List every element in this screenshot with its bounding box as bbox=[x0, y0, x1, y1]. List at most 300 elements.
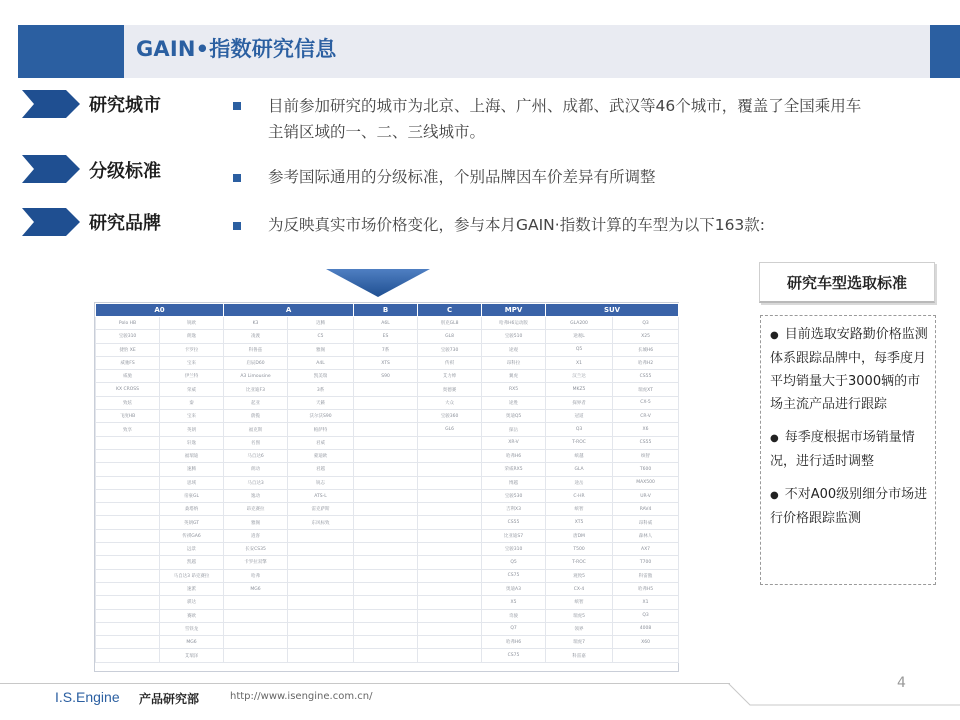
table-cell: 沃尔沃S90 bbox=[288, 410, 354, 423]
table-cell bbox=[224, 596, 288, 609]
table-cell: KX CROSS bbox=[96, 383, 160, 396]
table-cell: X5 bbox=[482, 596, 546, 609]
table-cell: A4L bbox=[288, 356, 354, 369]
table-cell: 桑塔纳 bbox=[160, 503, 224, 516]
table-row bbox=[96, 317, 679, 330]
table-cell bbox=[288, 556, 354, 569]
table-cell: X60 bbox=[613, 636, 679, 649]
table-cell: 长城H6 bbox=[613, 343, 679, 356]
table-cell: Q3 bbox=[613, 609, 679, 622]
table-cell: T-ROC bbox=[546, 436, 613, 449]
table-cell: 缤智 bbox=[613, 449, 679, 462]
table-cell: MG6 bbox=[160, 636, 224, 649]
table-cell: CS55 bbox=[482, 516, 546, 529]
table-cell bbox=[613, 649, 679, 662]
criteria-text: 目前选取安路勤价格监测体系跟踪品牌中，每季度月平均销量大于3000辆的市场主流产品进行跟踪 bbox=[770, 327, 928, 412]
table-cell: MAX500 bbox=[613, 476, 679, 489]
section-text-cities bbox=[268, 93, 938, 145]
table-cell: 君越 bbox=[288, 463, 354, 476]
table-cell bbox=[354, 516, 418, 529]
table-header-cell: A0 bbox=[96, 304, 224, 317]
table-cell: 科雷嘉 bbox=[546, 649, 613, 662]
table-row bbox=[96, 569, 679, 582]
table-cell bbox=[354, 622, 418, 635]
criteria-title: 研究车型选取标准 bbox=[786, 274, 907, 292]
table-cell: 大众 bbox=[418, 396, 482, 409]
table-cell: 冠道 bbox=[546, 410, 613, 423]
criteria-text: 不对A00级别细分市场进行价格跟踪监测 bbox=[770, 487, 928, 526]
table-cell bbox=[288, 636, 354, 649]
table-cell: 致炫 bbox=[96, 396, 160, 409]
table-cell bbox=[418, 489, 482, 502]
table-row bbox=[96, 423, 679, 436]
criteria-list bbox=[770, 323, 930, 540]
table-cell: CX-4 bbox=[546, 582, 613, 595]
table-cell: A6L bbox=[354, 317, 418, 330]
table-cell: 4008 bbox=[613, 622, 679, 635]
table-cell: ES bbox=[354, 330, 418, 343]
table-cell bbox=[418, 516, 482, 529]
table-header-cell: C bbox=[418, 304, 482, 317]
table-cell: 赛欧 bbox=[160, 609, 224, 622]
table-row bbox=[96, 596, 679, 609]
table-cell bbox=[418, 582, 482, 595]
bullet-icon bbox=[233, 102, 241, 110]
table-cell: 捷豹 XE bbox=[96, 343, 160, 356]
table-cell: 传祺 bbox=[418, 356, 482, 369]
table-cell: 探岳 bbox=[482, 423, 546, 436]
table-cell: 致享 bbox=[96, 423, 160, 436]
table-cell: 君威 bbox=[288, 436, 354, 449]
table-cell: 荣威RX5 bbox=[482, 463, 546, 476]
down-arrow-icon bbox=[326, 269, 430, 297]
table-cell: X1 bbox=[613, 596, 679, 609]
table-cell: 奥德赛 bbox=[418, 383, 482, 396]
table-cell: 马自达3 昂克赛拉 bbox=[160, 569, 224, 582]
table-cell: 哈弗H6 bbox=[482, 449, 546, 462]
table-cell: 博越 bbox=[482, 476, 546, 489]
table-cell: T600 bbox=[613, 463, 679, 476]
table-cell: T500 bbox=[546, 543, 613, 556]
table-cell: MKZ5 bbox=[546, 383, 613, 396]
table-cell: CX-5 bbox=[613, 396, 679, 409]
table-row bbox=[96, 529, 679, 542]
table-cell: 思域 bbox=[160, 476, 224, 489]
table-cell: 骐达 bbox=[160, 596, 224, 609]
section-text-grading: 参考国际通用的分级标准，个别品牌因车价差异有所调整 bbox=[268, 168, 656, 186]
criteria-box bbox=[760, 315, 936, 585]
table-cell: 启辰D60 bbox=[224, 356, 288, 369]
section-text-line: 目前参加研究的城市为北京、上海、广州、成都、武汉等46个城市，覆盖了全国乘用车 bbox=[268, 97, 862, 115]
table-cell bbox=[354, 423, 418, 436]
table-cell: 昂科拉 bbox=[482, 356, 546, 369]
bullet-icon bbox=[233, 174, 241, 182]
table-cell: 福瑞迪 bbox=[160, 449, 224, 462]
table-cell: X25 bbox=[613, 330, 679, 343]
table-cell: 传祺GA6 bbox=[160, 529, 224, 542]
page-number: 4 bbox=[897, 675, 906, 691]
table-cell bbox=[288, 582, 354, 595]
table-cell: 昂科威 bbox=[613, 516, 679, 529]
table-cell bbox=[418, 476, 482, 489]
table-header-row bbox=[96, 304, 679, 317]
table-cell: X6 bbox=[613, 423, 679, 436]
table-cell bbox=[354, 636, 418, 649]
table-cell: 7系 bbox=[354, 343, 418, 356]
table-header-cell: MPV bbox=[482, 304, 546, 317]
table-cell: CS55 bbox=[613, 370, 679, 383]
table-cell: 领界 bbox=[546, 622, 613, 635]
table-row bbox=[96, 636, 679, 649]
table-cell bbox=[224, 649, 288, 662]
table-cell: XT5 bbox=[546, 516, 613, 529]
section-text-line: 主销区域的一、二、三线城市。 bbox=[268, 123, 486, 141]
table-cell: GL6 bbox=[418, 423, 482, 436]
table-cell: 森林人 bbox=[613, 529, 679, 542]
table-cell: 别克GL8 bbox=[418, 317, 482, 330]
table-row bbox=[96, 609, 679, 622]
table-cell bbox=[96, 516, 160, 529]
table-cell: 逸动 bbox=[224, 489, 288, 502]
table-row bbox=[96, 436, 679, 449]
table-cell: 马自达6 bbox=[224, 449, 288, 462]
table-cell: 凯美瑞 bbox=[288, 370, 354, 383]
table-cell: 雪铁龙 bbox=[160, 622, 224, 635]
table-cell: 雷克萨斯 bbox=[288, 503, 354, 516]
table-cell: 途胜 bbox=[482, 396, 546, 409]
table-cell: 威驰FS bbox=[96, 356, 160, 369]
table-cell bbox=[418, 449, 482, 462]
table-cell: Q3 bbox=[546, 423, 613, 436]
table-cell bbox=[354, 489, 418, 502]
footer-brand: I.S.Engine bbox=[55, 689, 120, 705]
table-cell: 飞度HB bbox=[96, 410, 160, 423]
table-cell: 哈弗H6 bbox=[482, 636, 546, 649]
bullet-dot-icon: ● bbox=[770, 490, 779, 501]
table-cell: 哈弗H2 bbox=[613, 356, 679, 369]
table-cell: 长安CS35 bbox=[224, 543, 288, 556]
chevron-right-icon bbox=[22, 90, 80, 118]
table-cell: 艾力绅 bbox=[418, 370, 482, 383]
table-cell: 蒙迪欧 bbox=[288, 449, 354, 462]
table-cell bbox=[354, 556, 418, 569]
table-cell: 宝骏310 bbox=[482, 543, 546, 556]
table-cell bbox=[418, 543, 482, 556]
table-row bbox=[96, 370, 679, 383]
table-header-cell: B bbox=[354, 304, 418, 317]
table-cell: Q5 bbox=[482, 556, 546, 569]
table-cell bbox=[418, 569, 482, 582]
table-cell: 比亚迪F3 bbox=[224, 383, 288, 396]
table-cell: 马自达3 bbox=[224, 476, 288, 489]
criteria-item bbox=[770, 323, 930, 416]
table-row bbox=[96, 343, 679, 356]
bullet-dot-icon: ● bbox=[770, 330, 779, 341]
table-cell bbox=[288, 609, 354, 622]
table-cell: 宝骏360 bbox=[418, 410, 482, 423]
table-cell: 昂克赛拉 bbox=[224, 503, 288, 516]
footer-divider bbox=[0, 683, 730, 684]
table-cell: RX5 bbox=[482, 383, 546, 396]
table-row bbox=[96, 410, 679, 423]
table-cell: 起亚 bbox=[224, 396, 288, 409]
table-cell bbox=[96, 636, 160, 649]
title-accent-left bbox=[18, 25, 124, 78]
chevron-right-icon bbox=[22, 208, 80, 236]
table-cell: Q7 bbox=[482, 622, 546, 635]
table-cell: GLA bbox=[546, 463, 613, 476]
table-cell bbox=[96, 556, 160, 569]
table-cell bbox=[354, 649, 418, 662]
table-cell: 卡罗拉 bbox=[160, 343, 224, 356]
table-row bbox=[96, 449, 679, 462]
table-cell: 轩逸 bbox=[160, 436, 224, 449]
table-cell: C5 bbox=[288, 330, 354, 343]
table-cell bbox=[418, 636, 482, 649]
table-cell bbox=[354, 529, 418, 542]
table-cell: 吉利X3 bbox=[482, 503, 546, 516]
table-cell: 宝骏730 bbox=[418, 343, 482, 356]
table-body bbox=[96, 317, 679, 663]
table-cell bbox=[96, 622, 160, 635]
table-cell bbox=[418, 596, 482, 609]
table-cell: 蔚揽 bbox=[224, 410, 288, 423]
table-cell: 宝来 bbox=[160, 410, 224, 423]
table-cell: 瑞虎XT bbox=[613, 383, 679, 396]
table-cell bbox=[96, 503, 160, 516]
criteria-title-box bbox=[759, 262, 935, 303]
table-cell: 3系 bbox=[288, 383, 354, 396]
table-cell: 宝骏510 bbox=[482, 330, 546, 343]
footer-dept: 产品研究部 bbox=[139, 692, 200, 706]
table-cell bbox=[418, 529, 482, 542]
table-cell bbox=[224, 622, 288, 635]
table-cell bbox=[418, 556, 482, 569]
table-cell: AX7 bbox=[613, 543, 679, 556]
table-cell: 名图 bbox=[224, 436, 288, 449]
table-cell: 朗逸 bbox=[160, 330, 224, 343]
table-cell: 秦 bbox=[160, 396, 224, 409]
table-cell: 哈弗 bbox=[224, 569, 288, 582]
table-cell: MG6 bbox=[224, 582, 288, 595]
table-row bbox=[96, 503, 679, 516]
table-cell: 宝骏310 bbox=[96, 330, 160, 343]
table-cell bbox=[96, 649, 160, 662]
table-cell bbox=[354, 410, 418, 423]
table-cell: Polo HB bbox=[96, 317, 160, 330]
chevron-right-icon bbox=[22, 155, 80, 183]
table-cell bbox=[354, 503, 418, 516]
car-model-table bbox=[95, 303, 679, 663]
table-cell: 唐DM bbox=[546, 529, 613, 542]
table-cell: 英朗GT bbox=[160, 516, 224, 529]
table-header-cell: SUV bbox=[546, 304, 679, 317]
table-cell: 翼虎 bbox=[482, 370, 546, 383]
table-cell: 速腾 bbox=[160, 463, 224, 476]
table-cell bbox=[354, 476, 418, 489]
table-cell bbox=[354, 609, 418, 622]
table-row bbox=[96, 489, 679, 502]
car-model-table-container bbox=[94, 302, 679, 672]
table-cell: 缤越 bbox=[546, 449, 613, 462]
table-cell bbox=[224, 636, 288, 649]
footer-url-link[interactable]: http://www.isengine.com.cn/ bbox=[230, 691, 373, 702]
table-cell: XR-V bbox=[482, 436, 546, 449]
table-cell: 雅阁 bbox=[288, 343, 354, 356]
table-cell: 远景 bbox=[160, 543, 224, 556]
table-row bbox=[96, 543, 679, 556]
table-row bbox=[96, 556, 679, 569]
table-cell: 英朗 bbox=[160, 423, 224, 436]
table-cell: CS55 bbox=[613, 436, 679, 449]
table-cell: 途观L bbox=[546, 330, 613, 343]
section-label-brands: 研究品牌 bbox=[89, 213, 161, 234]
table-cell bbox=[354, 436, 418, 449]
table-cell: 荣威 bbox=[160, 383, 224, 396]
table-cell bbox=[96, 436, 160, 449]
table-cell: 途观 bbox=[482, 343, 546, 356]
table-cell bbox=[96, 449, 160, 462]
table-cell: 卡罗拉双擎 bbox=[224, 556, 288, 569]
table-cell: 奥迪A3 bbox=[482, 582, 546, 595]
table-cell: 帝豪GL bbox=[160, 489, 224, 502]
table-cell: 伊兰特 bbox=[160, 370, 224, 383]
table-cell: S90 bbox=[354, 370, 418, 383]
table-cell: 天籁 bbox=[288, 396, 354, 409]
table-cell: 科雷傲 bbox=[613, 569, 679, 582]
table-row bbox=[96, 622, 679, 635]
table-cell: 锐志 bbox=[288, 476, 354, 489]
table-row bbox=[96, 396, 679, 409]
section-label-cities: 研究城市 bbox=[89, 95, 161, 116]
table-cell: 哈弗H6运动版 bbox=[482, 317, 546, 330]
table-header-cell: A bbox=[224, 304, 354, 317]
table-cell: 迈腾 bbox=[288, 317, 354, 330]
table-cell: 缤智 bbox=[546, 503, 613, 516]
table-cell bbox=[288, 569, 354, 582]
table-cell bbox=[354, 569, 418, 582]
table-cell bbox=[418, 622, 482, 635]
table-cell: 朗动 bbox=[224, 463, 288, 476]
table-cell: 凯越 bbox=[160, 556, 224, 569]
criteria-item bbox=[770, 426, 930, 473]
table-cell bbox=[354, 543, 418, 556]
table-cell: CS75 bbox=[482, 569, 546, 582]
table-cell: 速派 bbox=[160, 582, 224, 595]
table-cell: 探界者 bbox=[546, 396, 613, 409]
table-row bbox=[96, 476, 679, 489]
table-cell: 科鲁兹 bbox=[224, 343, 288, 356]
title-accent-right bbox=[930, 25, 960, 78]
table-cell bbox=[96, 596, 160, 609]
table-cell bbox=[288, 622, 354, 635]
table-cell: GLA200 bbox=[546, 317, 613, 330]
table-row bbox=[96, 356, 679, 369]
table-cell: CR-V bbox=[613, 410, 679, 423]
table-cell: 途岳 bbox=[546, 476, 613, 489]
table-cell: 比亚迪S7 bbox=[482, 529, 546, 542]
table-cell: 宝骏530 bbox=[482, 489, 546, 502]
table-cell: K3 bbox=[224, 317, 288, 330]
table-cell: GL8 bbox=[418, 330, 482, 343]
table-cell bbox=[418, 609, 482, 622]
table-cell: 瑞虎5 bbox=[546, 609, 613, 622]
table-row bbox=[96, 516, 679, 529]
criteria-text: 每季度根据市场销量情况，进行适时调整 bbox=[770, 430, 915, 469]
table-cell bbox=[96, 463, 160, 476]
table-cell: 威驰 bbox=[96, 370, 160, 383]
table-cell: 逍客 bbox=[224, 529, 288, 542]
table-cell bbox=[96, 569, 160, 582]
table-cell: RAV4 bbox=[613, 503, 679, 516]
table-cell bbox=[418, 436, 482, 449]
table-row bbox=[96, 330, 679, 343]
table-cell: UR-V bbox=[613, 489, 679, 502]
table-cell: 汉兰达 bbox=[546, 370, 613, 383]
table-cell bbox=[96, 543, 160, 556]
table-cell bbox=[96, 609, 160, 622]
table-cell: T-ROC bbox=[546, 556, 613, 569]
table-cell: 凌渡 bbox=[224, 330, 288, 343]
criteria-item bbox=[770, 483, 930, 530]
table-cell bbox=[418, 503, 482, 516]
table-cell: A3 Limousine bbox=[224, 370, 288, 383]
table-cell bbox=[354, 383, 418, 396]
table-cell: 瑞虎7 bbox=[546, 636, 613, 649]
table-cell bbox=[96, 582, 160, 595]
table-cell: 宝来 bbox=[160, 356, 224, 369]
section-label-grading: 分级标准 bbox=[89, 161, 161, 182]
page-title: GAIN•指数研究信息 bbox=[136, 37, 337, 61]
table-cell bbox=[354, 596, 418, 609]
table-cell bbox=[354, 449, 418, 462]
table-cell bbox=[288, 543, 354, 556]
table-cell: CS75 bbox=[482, 649, 546, 662]
table-cell bbox=[96, 489, 160, 502]
table-cell: ATS-L bbox=[288, 489, 354, 502]
table-cell: 奥迪Q5 bbox=[482, 410, 546, 423]
bullet-icon bbox=[233, 222, 241, 230]
table-cell: 奇骏 bbox=[482, 609, 546, 622]
table-cell: Q3 bbox=[613, 317, 679, 330]
section-text-brands: 为反映真实市场价格变化，参与本月GAIN·指数计算的车型为以下163款: bbox=[268, 216, 766, 234]
table-cell: 雅阁 bbox=[224, 516, 288, 529]
table-cell: 锐欧 bbox=[160, 317, 224, 330]
table-cell: Q5 bbox=[546, 343, 613, 356]
table-row bbox=[96, 649, 679, 662]
table-cell bbox=[224, 609, 288, 622]
table-cell: 哈弗H5 bbox=[613, 582, 679, 595]
table-cell: T700 bbox=[613, 556, 679, 569]
table-row bbox=[96, 582, 679, 595]
table-cell: 东风标致 bbox=[288, 516, 354, 529]
table-cell bbox=[288, 596, 354, 609]
table-cell bbox=[96, 529, 160, 542]
table-cell bbox=[354, 463, 418, 476]
table-row bbox=[96, 383, 679, 396]
bullet-dot-icon: ● bbox=[770, 433, 779, 444]
table-cell bbox=[96, 476, 160, 489]
table-cell: X1 bbox=[546, 356, 613, 369]
table-cell bbox=[288, 529, 354, 542]
footer-decor bbox=[728, 683, 960, 720]
table-cell bbox=[354, 396, 418, 409]
table-cell bbox=[418, 649, 482, 662]
table-cell: 缤智 bbox=[546, 596, 613, 609]
table-cell: 观致5 bbox=[546, 569, 613, 582]
table-cell: 福克斯 bbox=[224, 423, 288, 436]
table-cell: C-HR bbox=[546, 489, 613, 502]
